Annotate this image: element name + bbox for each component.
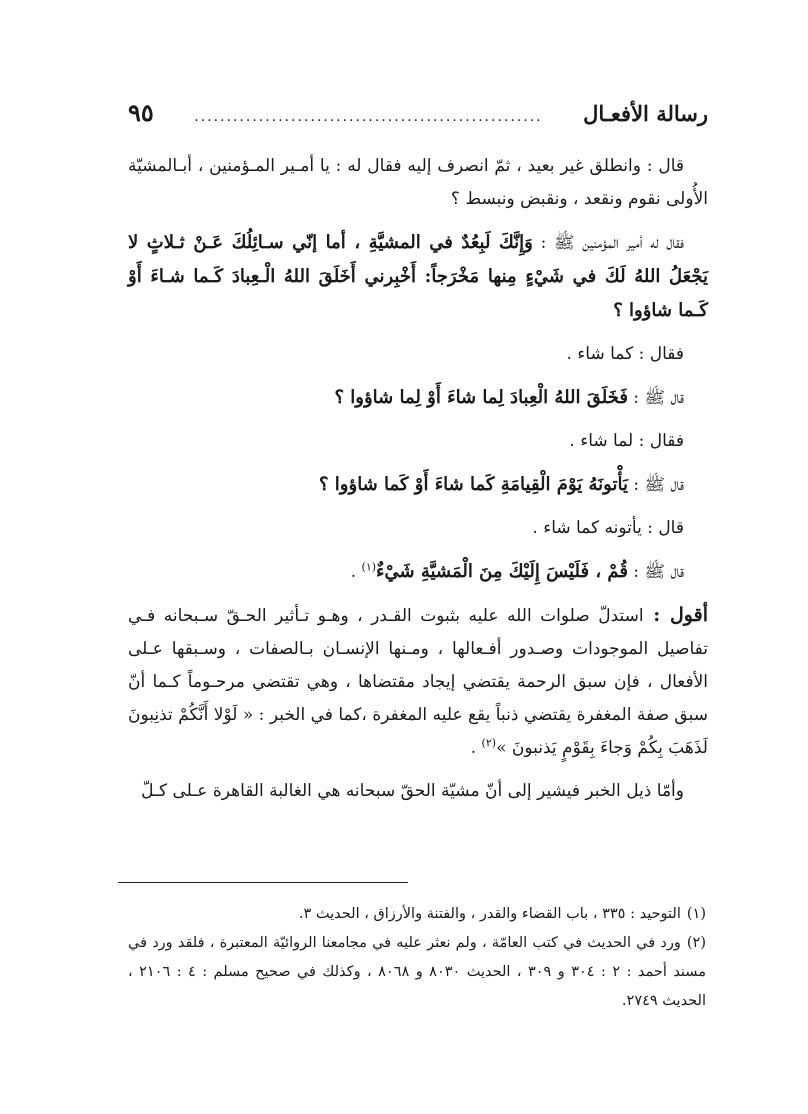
dialogue-line-5: قال : يأتونه كما شاء .	[532, 518, 684, 538]
dialogue-line-6-lead: قال ﷺ :	[627, 562, 684, 582]
paragraph-2	[128, 226, 708, 328]
dialogue-line-6-quote: قُمْ ، فَلَيْسَ إِلَيْكَ مِنَ الْمَشيَّةِ شَيْءٌ	[376, 561, 628, 582]
paragraph-3-end: .	[470, 738, 482, 758]
dialogue-line-2-quote: فَخَلَقَ اللهُ الْعِبادَ لِما شاءَ أَوْ لِما شاؤوا ؟	[334, 387, 628, 408]
dialogue-line-4	[128, 468, 708, 502]
dialogue-line-4-quote: يَأْتونَهُ يَوْمَ الْقِيامَةِ كَما شاءَ أَوْ كَما شاؤوا ؟	[318, 474, 628, 495]
footnotes	[128, 900, 708, 1016]
footnote-1-text: التوحيد : ٣٣٥ ، باب القضاء والقدر ، والفتنة والأرزاق ، الحديث ٣.	[298, 906, 681, 922]
footnote-2-number: (٢)	[686, 935, 706, 951]
dialogue-line-6-end: .	[350, 562, 362, 582]
paragraph-2-quote: وَإِنَّكَ لَبِعُدٌ في المشيَّةِ ، أما إنّي سـائِلُكَ عَـنْ ثـلاثٍ لا يَجْعَلُ اللهُ لَكَ في شَيْءٍ مِنها مَخْرَجاً: أَخْبِرني أَخَلَقَ اللهُ الْـعِبادَ كَـما شـاءَ أَوْ كَـما شاؤوا ؟	[128, 232, 708, 321]
main-text	[128, 150, 708, 808]
paragraph-3-lead: أقول :	[643, 604, 708, 626]
paragraph-1: قال : وانطلق غير بعيد ، ثمّ انصرف إليه فقال له : يا أمـير المـؤمنين ، أبـالمشيّة الأُولى نقوم ونقعد ، ونقبض ونبسط ؟	[128, 156, 708, 209]
paragraph-4: وأمّا ذيل الخبر فيشير إلى أنّ مشيّة الحقّ سبحانه هي الغالبة القاهرة عـلى كـلّ	[141, 781, 684, 801]
running-header	[128, 98, 708, 127]
footnote-ref-2: (٢)	[481, 736, 497, 750]
dialogue-line-2-lead: قال ﷺ :	[627, 388, 684, 408]
footnote-divider	[118, 882, 408, 883]
footnote-ref-1: (١)	[361, 560, 377, 574]
page-number: ٩٥	[128, 98, 154, 127]
dialogue-line-6	[128, 555, 708, 589]
footnote-2-text: ورد في الحديث في كتب العامّة ، ولم نعثر عليه في مجامعنا الروائيّة المعتبرة ، فلقد ورد في مسند أحمد : ٢ : ٣٠٤ و ٣٠٩ ، الحديث ٨٠٣٠ و ٨٠٦٨ ، وكذلك في صحيح مسلم : ٤ : ٢١٠٦ ، الحديث ٢٧٤٩.	[128, 935, 707, 1009]
paragraph-3	[128, 599, 708, 765]
header-title: رسالة الأفعـال	[583, 101, 708, 126]
dialogue-line-1: فقال : كما شاء .	[566, 344, 684, 364]
dialogue-line-2	[128, 381, 708, 415]
footnote-2	[128, 929, 708, 1016]
dialogue-line-4-lead: قال ﷺ :	[627, 475, 684, 495]
header-dot-leader: ......................................................	[194, 109, 543, 125]
footnote-1-number: (١)	[686, 906, 706, 922]
footnote-1	[128, 900, 708, 929]
paragraph-3-text: استدلّ صلوات الله عليه بثبوت القـدر ، وهـو تـأثير الحـقّ سـبحانه فـي تفاصيل الموجودات وصـدور أفـعالها ، ومـنها الإنسـان بـالصفات ، وسـبقها عـلى الأفعال ، فإن سبق الرحمة يقتضي إيجاد مقتضاها ، وهي تقتضي مرحـوماً كـما أنّ سبق صفة المغفرة يقتضي ذنباً يقع عليه المغفرة ،كما في الخبر : « لَوْلا أَنَّكُمْ تذنِبونَ لَذَهَبَ بِكُمْ وَجاءَ بِقَوْمٍ يَذنبونَ »	[128, 606, 708, 758]
paragraph-2-lead: فقال له أمير المؤمنين ﷺ :	[532, 233, 684, 253]
dialogue-line-3: فقال : لما شاء .	[569, 431, 684, 451]
